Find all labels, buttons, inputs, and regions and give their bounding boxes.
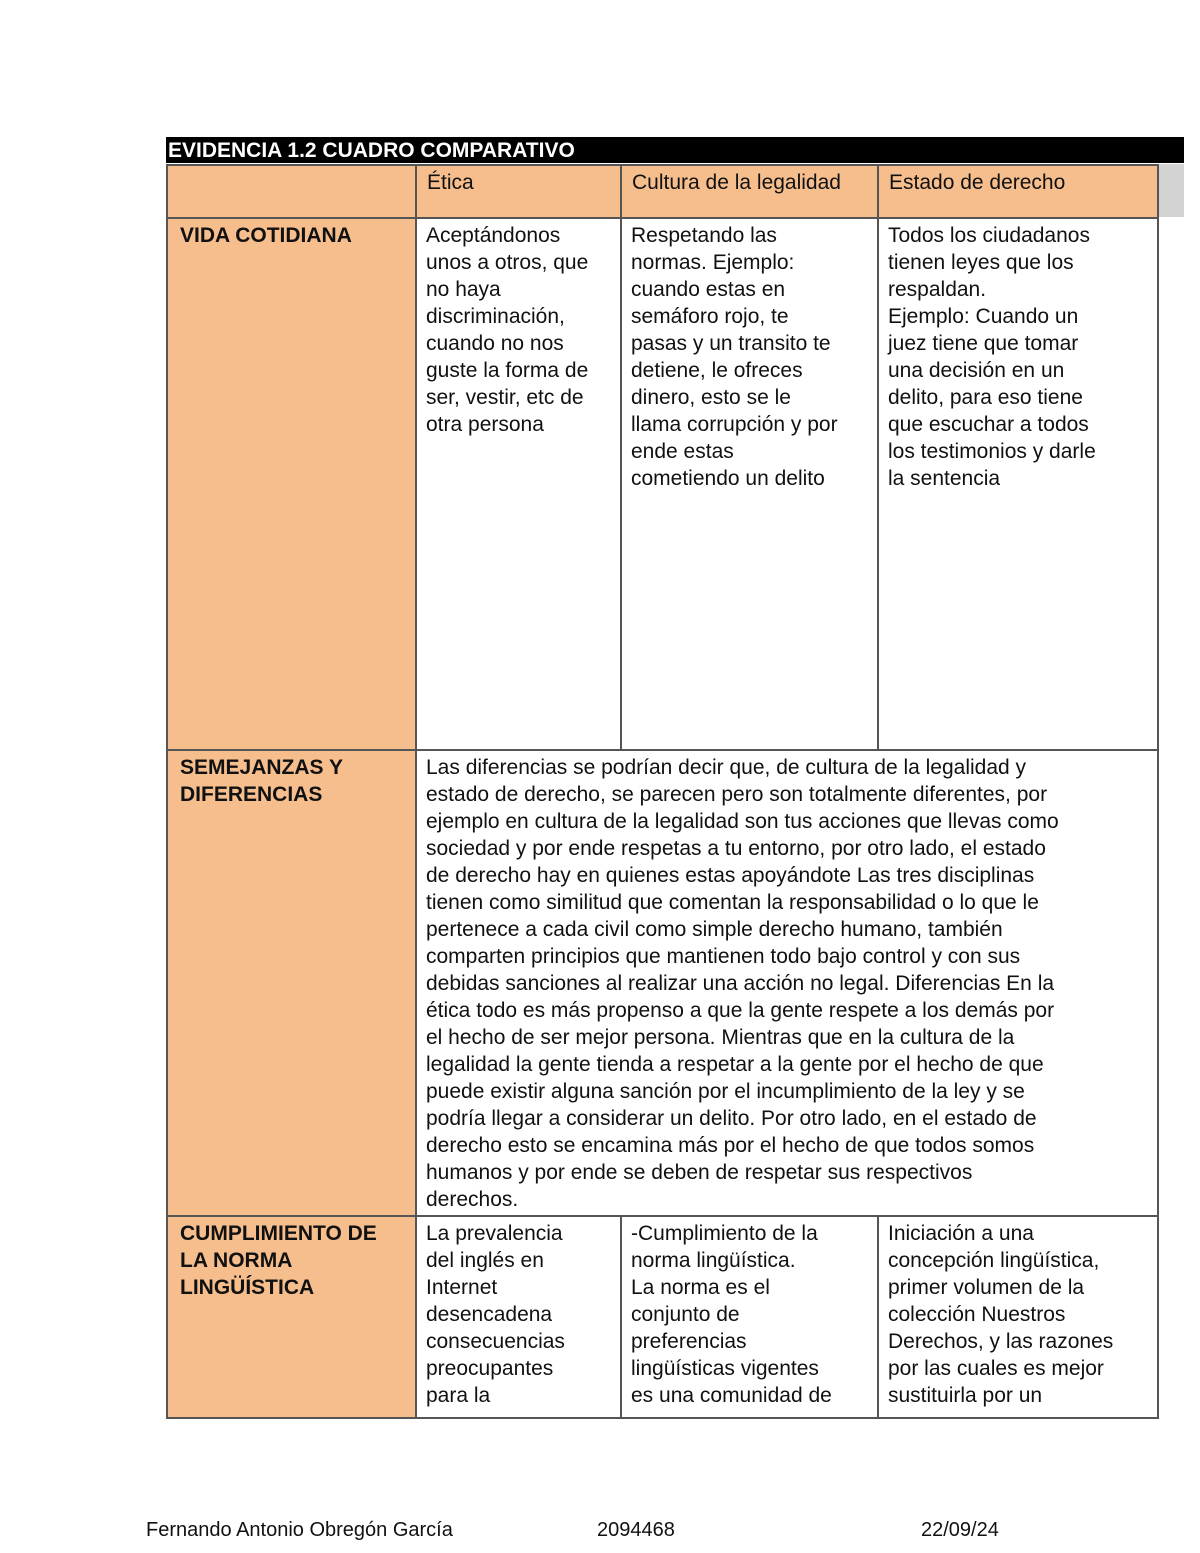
cell-cumplimiento-cultura: -Cumplimiento de la norma lingüística. La norma es el conjunto de preferencias lingüísticas vigentes es una comunidad de bbox=[621, 1216, 878, 1418]
cell-vida-cultura: Respetando las normas. Ejemplo: cuando estas en semáforo rojo, te pasas y un transito te detiene, le ofreces dinero, esto se le llama corrupción y por ende estas cometiendo un delito bbox=[621, 218, 878, 750]
footer-id: 2094468 bbox=[597, 1519, 675, 1541]
row-label-semejanzas-diferencias: SEMEJANZAS Y DIFERENCIAS bbox=[167, 750, 416, 1216]
page-title: EVIDENCIA 1.2 CUADRO COMPARATIVO bbox=[166, 137, 1184, 163]
row-label-vida-cotidiana: VIDA COTIDIANA bbox=[167, 218, 416, 750]
footer-date: 22/09/24 bbox=[921, 1519, 999, 1541]
cell-vida-etica: Aceptándonos unos a otros, que no haya discriminación, cuando no nos guste la forma de ser, vestir, etc de otra persona bbox=[416, 218, 621, 750]
header-empty-cell bbox=[167, 165, 416, 218]
column-header-estado-derecho: Estado de derecho bbox=[878, 165, 1158, 218]
cell-cumplimiento-etica: La prevalencia del inglés en Internet desencadena consecuencias preocupantes para la bbox=[416, 1216, 621, 1418]
column-header-etica: Ética bbox=[416, 165, 621, 218]
cell-vida-estado: Todos los ciudadanos tienen leyes que los respaldan. Ejemplo: Cuando un juez tiene que tomar una decisión en un delito, para eso tiene que escuchar a todos los testimonios y darle la sentencia bbox=[878, 218, 1158, 750]
cell-semejanzas-text: Las diferencias se podrían decir que, de cultura de la legalidad y estado de derecho, se parecen pero son totalmente diferentes, por ejemplo en cultura de la legalidad son tus acciones que llevas como sociedad y por ende respetas a tu entorno, por otro lado, el estado de derecho hay en quienes estas apoyándote Las tres disciplinas tienen como similitud que comentan la responsabilidad o lo que le pertenece a cada civil como simple derecho humano, también comparten principios que mantienen todo bajo control y con sus debidas sanciones al realizar una acción no legal. Diferencias En la ética todo es más propenso a que la gente respete a los demás por el hecho de ser mejor persona. Mientras que en la cultura de la legalidad la gente tienda a respetar a la gente por el hecho de que puede existir alguna sanción por el incumplimiento de la ley y se podría llegar a considerar un delito. Por otro lado, en el estado de derecho esto se encamina más por el hecho de que todos somos humanos y por ende se deben de respetar sus respectivos derechos. bbox=[416, 750, 1158, 1216]
row-label-cumplimiento-norma: CUMPLIMIENTO DE LA NORMA LINGÜÍSTICA bbox=[167, 1216, 416, 1418]
table-row bbox=[167, 750, 1158, 1216]
table-row bbox=[167, 218, 1158, 750]
comparison-table bbox=[166, 164, 1159, 1419]
table-header-row bbox=[167, 165, 1158, 218]
footer-author: Fernando Antonio Obregón García bbox=[146, 1519, 453, 1541]
column-header-cultura-legalidad: Cultura de la legalidad bbox=[621, 165, 878, 218]
header-gray-cell bbox=[1155, 164, 1184, 217]
cell-cumplimiento-estado: Iniciación a una concepción lingüística, primer volumen de la colección Nuestros Derechos, y las razones por las cuales es mejor sustituirla por un bbox=[878, 1216, 1158, 1418]
table-row bbox=[167, 1216, 1158, 1418]
